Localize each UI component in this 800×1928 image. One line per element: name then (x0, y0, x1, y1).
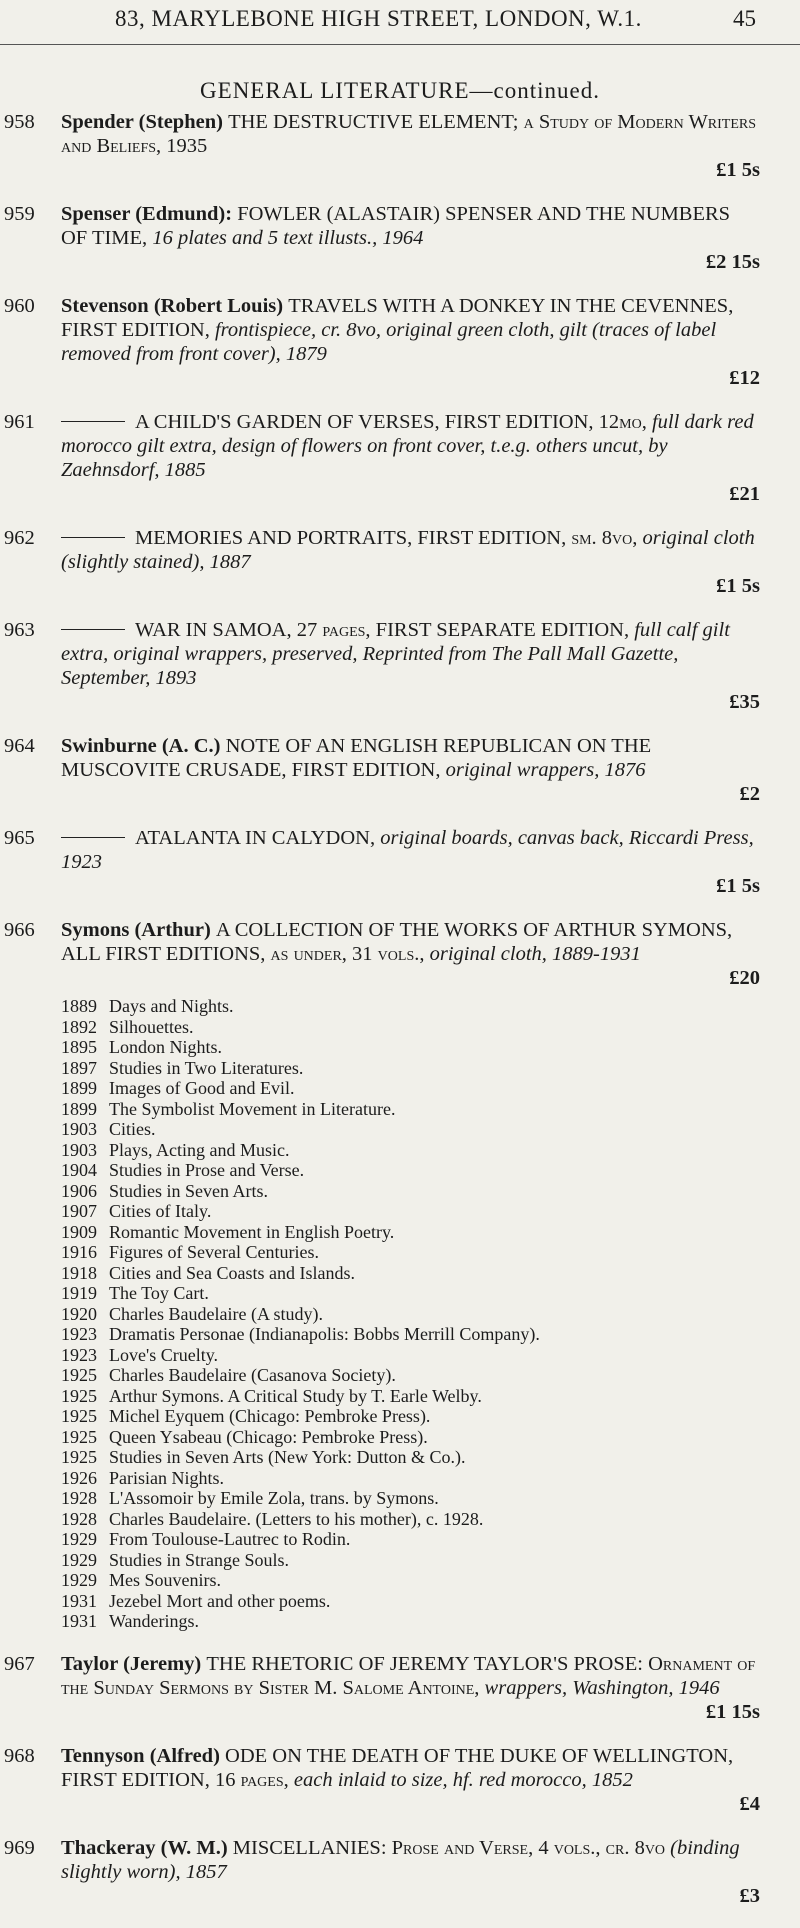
running-head (0, 6, 800, 34)
work-title: Cities of Italy. (109, 1201, 212, 1221)
symons-works-list (61, 996, 760, 1632)
page-header-address: 83, MARYLEBONE HIGH STREET, LONDON, W.1. (115, 6, 642, 31)
entry-price: £3 (739, 1884, 760, 1907)
list-item (61, 996, 760, 1017)
catalogue-entry (0, 1652, 800, 1724)
work-year: 1923 (61, 1324, 97, 1344)
list-item (61, 1283, 760, 1304)
list-item (61, 1529, 760, 1550)
entry-author: Spender (Stephen) (61, 111, 223, 133)
work-title: Romantic Movement in English Poetry. (109, 1221, 395, 1242)
entry-author: Symons (Arthur) (61, 919, 211, 941)
work-title: Studies in Strange Souls. (109, 1549, 290, 1570)
work-year: 1931 (61, 1590, 97, 1611)
entry-number: 968 (4, 1744, 35, 1767)
catalogue-entry (0, 110, 800, 182)
entry-price: £4 (739, 1792, 760, 1815)
entry-number: 959 (4, 203, 35, 225)
catalogue-entry (0, 1836, 800, 1908)
list-item (61, 1099, 760, 1120)
entry-author: Thackeray (W. M.) (61, 1836, 228, 1859)
list-item (61, 1570, 760, 1591)
list-item (61, 1242, 760, 1263)
list-item (61, 1017, 760, 1038)
catalogue-entries (0, 110, 800, 1928)
entry-title: FOWLER (ALASTAIR) SPENSER AND THE NUMBERS OF TIME, (61, 203, 731, 249)
entry-price: £2 15s (705, 251, 760, 273)
entry-price: £12 (729, 367, 760, 389)
work-year: 1929 (61, 1529, 97, 1549)
entry-author: Swinburne (A. C.) (61, 735, 221, 757)
work-title: Charles Baudelaire. (Letters to his mother), c. 1928. (109, 1508, 484, 1529)
work-year: 1904 (61, 1160, 97, 1180)
work-title: London Nights. (109, 1037, 223, 1057)
list-item (61, 1365, 760, 1386)
entry-price: £1 5s (716, 159, 760, 181)
work-title: The Toy Cart. (109, 1283, 209, 1303)
work-year: 1925 (61, 1426, 97, 1447)
entry-number: 963 (4, 619, 35, 641)
list-item (61, 1078, 760, 1099)
entry-number: 961 (4, 411, 35, 433)
page-number: 45 (733, 6, 756, 31)
work-title: Days and Nights. (109, 996, 234, 1016)
list-item (61, 1181, 760, 1202)
work-year: 1916 (61, 1242, 97, 1262)
section-title: GENERAL LITERATURE—continued. (200, 78, 600, 103)
work-title: Mes Souvenirs. (109, 1570, 221, 1590)
list-item (61, 1324, 760, 1345)
work-title: Figures of Several Centuries. (109, 1242, 319, 1262)
work-year: 1920 (61, 1303, 97, 1324)
entry-number: 964 (4, 735, 35, 757)
work-year: 1928 (61, 1488, 97, 1508)
list-item (61, 1304, 760, 1325)
entry-title: TRAVELS WITH A DONKEY IN THE CEVENNES, FIRST EDITION, (61, 295, 734, 341)
work-title: Silhouettes. (109, 1016, 194, 1037)
entry-number: 967 (4, 1652, 35, 1675)
entry-title: THE RHETORIC OF JEREMY TAYLOR'S PROSE: Ornament of the Sunday Sermons by Sister M. Salome Antoine, (61, 1652, 756, 1699)
work-year: 1903 (61, 1139, 97, 1160)
list-item (61, 1058, 760, 1079)
entry-detail: original cloth (slightly stained), 1887 (61, 527, 755, 573)
work-year: 1903 (61, 1119, 97, 1139)
work-title: Studies in Seven Arts (New York: Dutton & Co.). (109, 1447, 466, 1467)
work-title: L'Assomoir by Emile Zola, trans. by Symons. (109, 1488, 439, 1508)
list-item (61, 1591, 760, 1612)
work-year: 1928 (61, 1508, 97, 1529)
work-year: 1899 (61, 1078, 97, 1098)
entry-title: ATALANTA IN CALYDON, (135, 827, 376, 849)
ditto-dash (61, 837, 125, 838)
list-item (61, 1386, 760, 1407)
work-year: 1906 (61, 1180, 97, 1201)
catalogue-entry (0, 1744, 800, 1816)
header-rule (0, 44, 800, 45)
entry-number: 969 (4, 1836, 35, 1859)
work-year: 1919 (61, 1283, 97, 1303)
ditto-dash (61, 537, 125, 538)
work-title: Parisian Nights. (109, 1467, 224, 1488)
list-item (61, 1263, 760, 1284)
work-title: Cities and Sea Coasts and Islands. (109, 1262, 355, 1283)
entry-author: Taylor (Jeremy) (61, 1652, 202, 1675)
entry-title: THE DESTRUCTIVE ELEMENT; a Study of Modern Writers and Beliefs, 1935 (61, 111, 757, 157)
entry-detail: wrappers, Washington, 1946 (484, 1676, 720, 1699)
entry-title: MISCELLANIES: Prose and Verse, 4 vols., cr. 8vo (232, 1836, 666, 1859)
entry-title: A COLLECTION OF THE WORKS OF ARTHUR SYMONS, ALL FIRST EDITIONS, as under, 31 vols., (61, 919, 733, 965)
entry-price: £1 15s (705, 1700, 760, 1723)
work-title: Cities. (109, 1119, 156, 1139)
catalogue-entry (0, 294, 800, 390)
work-year: 1897 (61, 1057, 97, 1078)
work-title: Love's Cruelty. (109, 1344, 219, 1365)
entry-title: A CHILD'S GARDEN OF VERSES, FIRST EDITION, 12mo, (135, 411, 647, 433)
entry-price: £2 (739, 783, 760, 805)
entry-price: £1 5s (716, 875, 760, 897)
work-year: 1925 (61, 1365, 97, 1385)
entry-author: Spenser (Edmund): (61, 203, 233, 225)
entry-detail: frontispiece, cr. 8vo, original green cloth, gilt (traces of label removed from front cover), 1879 (61, 319, 717, 365)
work-title: From Toulouse-Lautrec to Rodin. (109, 1529, 351, 1549)
entry-number: 965 (4, 827, 35, 849)
work-year: 1925 (61, 1385, 97, 1406)
work-title: Charles Baudelaire (Casanova Society). (109, 1365, 396, 1385)
work-title: The Symbolist Movement in Literature. (109, 1098, 396, 1119)
entry-author: Tennyson (Alfred) (61, 1744, 220, 1767)
work-year: 1895 (61, 1037, 97, 1057)
catalogue-entry (0, 618, 800, 714)
work-title: Plays, Acting and Music. (109, 1139, 290, 1160)
entry-detail: original boards, canvas back, Riccardi Press, 1923 (61, 827, 754, 873)
work-year: 1909 (61, 1221, 97, 1242)
list-item (61, 1550, 760, 1571)
entry-detail: original cloth, 1889-1931 (429, 943, 641, 965)
entry-price: £1 5s (716, 575, 760, 597)
list-item (61, 1468, 760, 1489)
work-title: Jezebel Mort and other poems. (109, 1590, 331, 1611)
work-year: 1892 (61, 1016, 97, 1037)
entry-detail: full calf gilt extra, original wrappers, preserved, Reprinted from The Pall Mall Gazette, September, 1893 (61, 619, 730, 689)
entry-price: £20 (729, 967, 760, 989)
entry-title: MEMORIES AND PORTRAITS, FIRST EDITION, sm. 8vo, (135, 527, 638, 549)
list-item (61, 1488, 760, 1509)
work-title: Studies in Prose and Verse. (109, 1160, 305, 1180)
work-title: Charles Baudelaire (A study). (109, 1303, 323, 1324)
list-item (61, 1406, 760, 1427)
list-item (61, 1201, 760, 1222)
list-item (61, 1222, 760, 1243)
work-title: Images of Good and Evil. (109, 1078, 295, 1098)
entry-price: £35 (729, 691, 760, 713)
work-title: Michel Eyquem (Chicago: Pembroke Press). (109, 1406, 431, 1426)
entry-price: £21 (729, 483, 760, 505)
work-year: 1918 (61, 1262, 97, 1283)
work-year: 1923 (61, 1344, 97, 1365)
list-item (61, 1345, 760, 1366)
work-year: 1925 (61, 1406, 97, 1426)
list-item (61, 1427, 760, 1448)
list-item (61, 1509, 760, 1530)
list-item (61, 1037, 760, 1058)
entry-detail: (binding slightly worn), 1857 (61, 1836, 740, 1883)
catalogue-entry (0, 202, 800, 274)
ditto-dash (61, 421, 125, 422)
work-year: 1925 (61, 1447, 97, 1467)
work-title: Queen Ysabeau (Chicago: Pembroke Press). (109, 1426, 428, 1447)
catalogue-entry (0, 734, 800, 806)
work-title: Arthur Symons. A Critical Study by T. Earle Welby. (109, 1385, 482, 1406)
list-item (61, 1160, 760, 1181)
list-item (61, 1140, 760, 1161)
entry-number: 962 (4, 527, 35, 549)
entry-detail: original wrappers, 1876 (445, 759, 646, 781)
entry-detail: 16 plates and 5 text illusts., 1964 (152, 227, 424, 249)
work-year: 1889 (61, 996, 97, 1016)
work-title: Wanderings. (109, 1611, 200, 1631)
work-title: Studies in Two Literatures. (109, 1057, 304, 1078)
list-item (61, 1119, 760, 1140)
catalogue-entry (0, 918, 800, 1632)
catalogue-entry (0, 526, 800, 598)
work-title: Dramatis Personae (Indianapolis: Bobbs Merrill Company). (109, 1324, 540, 1344)
entry-number: 966 (4, 919, 35, 941)
entry-detail: full dark red morocco gilt extra, design of flowers on front cover, t.e.g. others uncut, by Zaehnsdorf, 1885 (61, 411, 754, 481)
work-year: 1929 (61, 1570, 97, 1590)
work-year: 1899 (61, 1098, 97, 1119)
list-item (61, 1611, 760, 1632)
entry-number: 960 (4, 295, 35, 317)
work-year: 1926 (61, 1467, 97, 1488)
entry-title: ODE ON THE DEATH OF THE DUKE OF WELLINGTON, FIRST EDITION, 16 pages, (61, 1744, 734, 1791)
entry-detail: each inlaid to size, hf. red morocco, 1852 (293, 1768, 633, 1791)
entry-author: Stevenson (Robert Louis) (61, 295, 284, 317)
work-year: 1931 (61, 1611, 97, 1631)
work-year: 1929 (61, 1549, 97, 1570)
entry-title: WAR IN SAMOA, 27 pages, FIRST SEPARATE EDITION, (135, 619, 630, 641)
list-item (61, 1447, 760, 1468)
work-title: Studies in Seven Arts. (109, 1180, 269, 1201)
ditto-dash (61, 629, 125, 630)
catalogue-entry (0, 410, 800, 506)
entry-title: NOTE OF AN ENGLISH REPUBLICAN ON THE MUSCOVITE CRUSADE, FIRST EDITION, (61, 735, 652, 781)
catalogue-entry (0, 826, 800, 898)
entry-number: 958 (4, 111, 35, 133)
work-year: 1907 (61, 1201, 97, 1221)
